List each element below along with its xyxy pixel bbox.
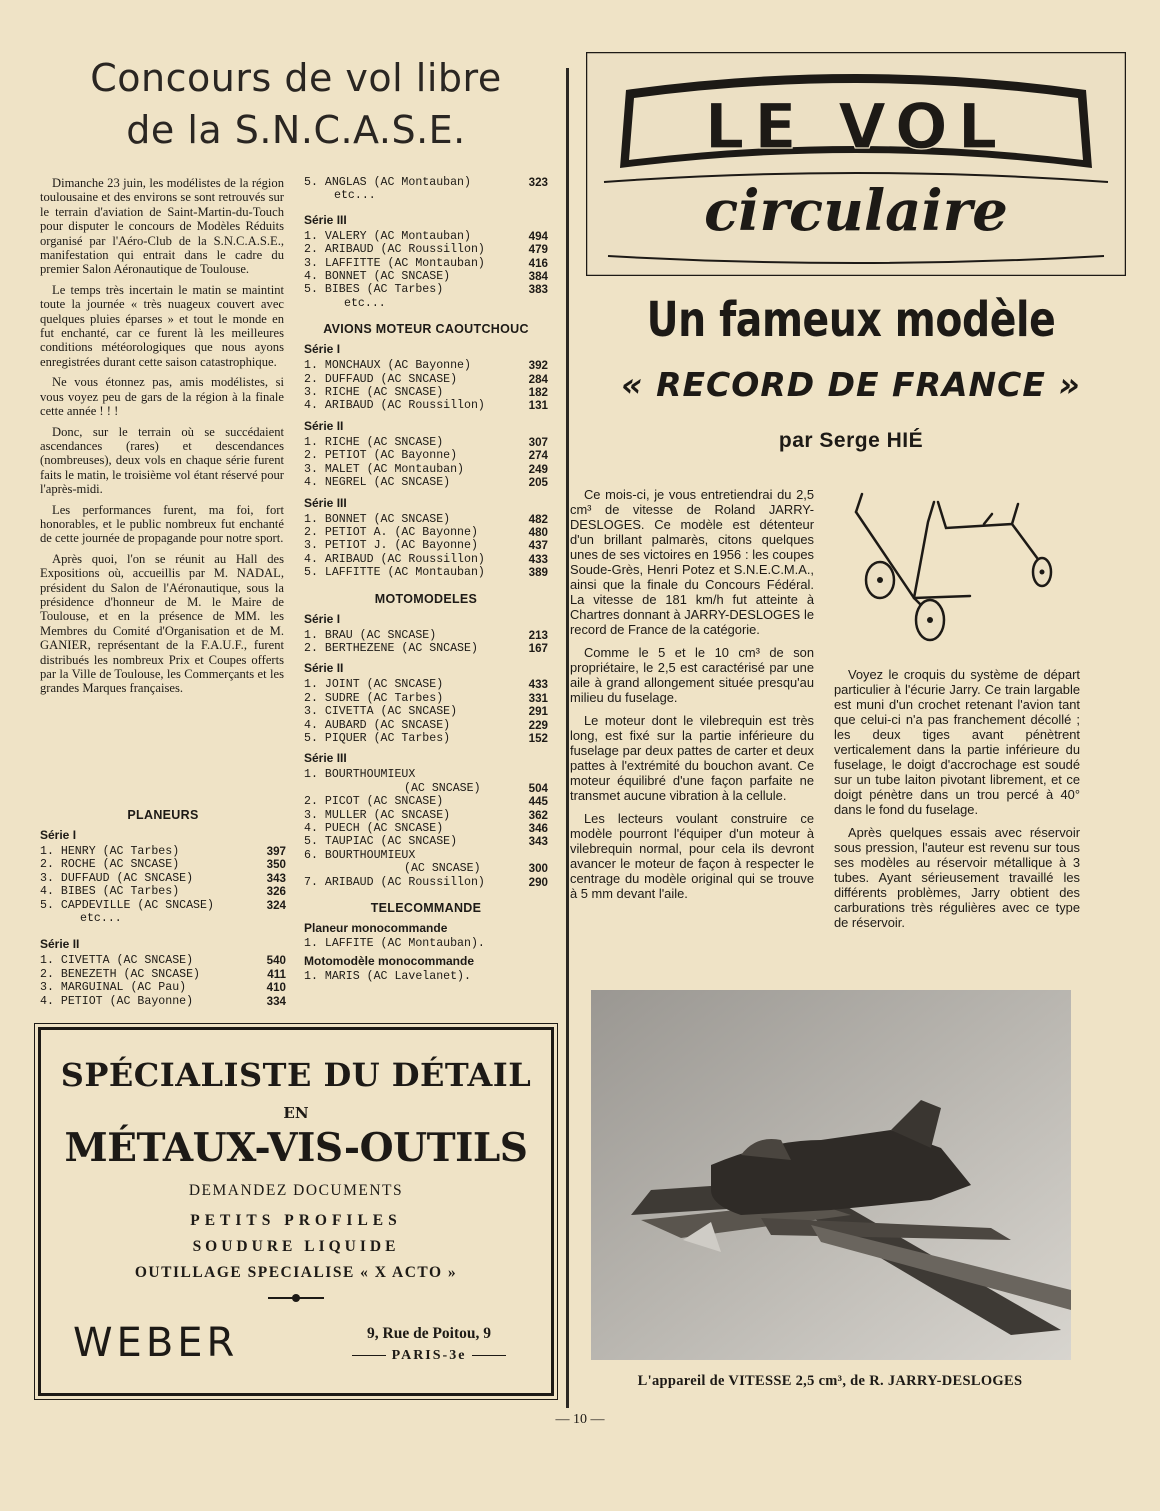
article-paragraph: Ce mois-ci, je vous entretiendrai du 2,5 cm³ de vitesse de Roland JARRY-DESLOGES. Ce modèle est détenteur d'un brillant palmarès, citons quelques unes de ses victoires en 1956 : les coupes Soude-Grès, Henri Potez et S.N.E.C.M.A., ainsi que la finale du Concours Fédéral. La vitesse de 181 km/h fut atteinte à Chartres donnant à JARRY-DESLOGES le record de France de la catégorie. — [570, 487, 814, 637]
results-column — [304, 176, 548, 984]
article-title — [36, 52, 556, 156]
intro-paragraph: Dimanche 23 juin, les modélistes de la région toulousaine et des environs se sont retrouvés sur le terrain d'aviation de Saint-Martin-du-Touch pour disputer le concours de Modèles Réduits organisé par l'Aéro-Club de la S.N.C.A.S.E., manifestation qui entrait dans le cadre du premier Salon Aéronautique de Toulouse. — [40, 176, 284, 277]
result-row: 1. MARIS (AC Lavelanet). — [304, 970, 471, 984]
result-row: 3. MALET (AC Montauban) 249 — [304, 462, 548, 476]
result-row: 3. PETIOT J. (AC Bayonne) 437 — [304, 539, 548, 553]
article-paragraph: Après quelques essais avec réservoir sous pression, l'auteur est revenu sur tous ses modèles au réservoir métallique à 3 tubes. Ayant sérieusement travaillé les différents problèmes, Jarry obtient des carburations très régulières avec ce type de réservoir. — [834, 825, 1080, 930]
result-row: 2. ROCHE (AC SNCASE) 350 — [40, 858, 286, 872]
result-row: 5. LAFFITTE (AC Montauban) 389 — [304, 566, 548, 580]
article-paragraph: Voyez le croquis du système de départ particulier à l'écurie Jarry. Ce train largable est muni d'un crochet retenant l'avion tant que celui-ci n'a pas franchement décollé ; les deux tiges avant pénètrent verticalement dans la partie inférieure du fuselage, le doigt d'accrochage est soudé sur un tube laiton pivotant librement, et ce doigt pénètre dans un trou percé à 40° dans le fond du fuselage. — [834, 667, 1080, 817]
result-row: 1. RICHE (AC SNCASE) 307 — [304, 435, 548, 449]
serie-label: Série II — [304, 661, 344, 676]
article-paragraph: Le moteur dont le vilebrequin est très long, est fixé sur la partie inférieure du fuselage par deux pattes de carter et deux pattes à l'extrémité du bouchon avant. Ce moteur équilibré d'une façon parfaite ne transmet aucune vibration à la cellule. — [570, 713, 814, 803]
aircraft-photo — [591, 990, 1071, 1360]
result-row: 4. PUECH (AC SNCASE) 346 — [304, 822, 548, 835]
ad-item: OUTILLAGE SPECIALISE « X ACTO » — [134, 1264, 458, 1281]
subheading: Planeur monocommande — [304, 921, 448, 936]
result-row: 4. NEGREL (AC SNCASE) 205 — [304, 476, 548, 490]
result-row: 2. BENEZETH (AC SNCASE) 411 — [40, 967, 286, 981]
intro-paragraph: Après quoi, l'on se réunit au Hall des Expositions où, accueillis par M. NADAL, président du Salon de l'Aéronautique, sous la présidence d'honneur de M. le Maire de Toulouse, et en la présence de MM. les Membres du Comité d'Organisation et de M. GANIER, représentant de la F.A.U.F., furent distribués les nombreux Prix et Coupes offerts par la Ville de Toulouse, les Commerçants et les grandes Marques françaises. — [40, 551, 284, 696]
ad-address: 9, Rue de Poitou, 9 — [367, 1325, 491, 1342]
ad-product-line: MÉTAUX-VIS-OUTILS — [64, 1125, 528, 1171]
result-row: 1. JOINT (AC SNCASE) 433 — [304, 678, 548, 692]
result-row: 6. BOURTHOUMIEUX — [304, 848, 416, 862]
result-row: 4. PETIOT (AC Bayonne) 334 — [40, 994, 286, 1008]
page-number: — 10 — — [555, 1412, 605, 1427]
result-row: (AC SNCASE) 300 — [404, 862, 548, 876]
result-row: 4. ARIBAUD (AC Roussillon) 131 — [304, 399, 548, 413]
ornament-divider — [266, 1292, 326, 1304]
serie-label: Série II — [40, 937, 80, 952]
intro-paragraph: Les performances furent, ma foi, fort honorables, et le public nombreux fut enchanté de cette journée de propagande pour notre sport. — [40, 502, 284, 546]
result-row: 2. SUDRE (AC Tarbes) 331 — [304, 691, 548, 705]
ad-brand: WEBER — [73, 1320, 239, 1366]
result-row: 5. PIQUER (AC Tarbes) 152 — [304, 731, 548, 745]
banner-title: LE VOL — [704, 90, 1008, 163]
results-list — [40, 954, 286, 1008]
ad-connector: EN — [283, 1104, 309, 1122]
etc-text: etc... — [344, 296, 386, 310]
subheading: Motomodèle monocommande — [304, 954, 475, 969]
result-row: 3. MARGUINAL (AC Pau) 410 — [40, 981, 286, 995]
le-vol-circulaire-banner — [586, 52, 1126, 276]
etc-text: etc... — [334, 189, 376, 203]
result-row: 3. DUFFAUD (AC SNCASE) 343 — [40, 871, 286, 885]
serie-label: Série I — [304, 611, 341, 626]
right-article-title: Un fameux modèle — [646, 292, 1056, 348]
result-row: 2. ARIBAUD (AC Roussillon) 479 — [304, 243, 548, 257]
result-row: 3. CIVETTA (AC SNCASE) 291 — [304, 705, 548, 719]
serie-label: Série III — [304, 751, 347, 766]
section-heading: MOTOMODELES — [374, 591, 478, 606]
serie-label: Série II — [304, 418, 344, 433]
result-row: 4. AUBARD (AC SNCASE) 229 — [304, 718, 548, 732]
landing-gear-sketch — [834, 488, 1074, 658]
ad-city: PARIS-3e — [329, 1348, 529, 1364]
article-paragraph: Comme le 5 et le 10 cm³ de son propriétaire, le 2,5 est caractérisé par une aile à grand allongement située presqu'au milieu du fuselage. — [570, 645, 814, 705]
result-row: 4. BONNET (AC SNCASE) 384 — [304, 270, 548, 284]
ad-item: PETITS PROFILES — [190, 1212, 402, 1229]
result-row: 2. PETIOT A. (AC Bayonne) 480 — [304, 525, 548, 539]
result-row: 1. BRAU (AC SNCASE) 213 — [304, 628, 548, 642]
title-line-1: Concours de vol libre — [90, 56, 502, 100]
result-row: 4. ARIBAUD (AC Roussillon) 433 — [304, 552, 548, 566]
section-heading: PLANEURS — [127, 808, 199, 822]
ad-item: SOUDURE LIQUIDE — [192, 1238, 400, 1255]
article-column-1 — [570, 487, 814, 909]
title-line-2: de la S.N.C.A.S.E. — [126, 108, 466, 152]
result-row: 1. VALERY (AC Montauban) 494 — [304, 229, 548, 243]
byline: par Serge HIÉ — [778, 429, 924, 452]
section-heading: AVIONS MOTEUR CAOUTCHOUC — [323, 322, 529, 337]
result-row: 5. TAUPIAC (AC SNCASE) 343 — [304, 835, 548, 849]
intro-paragraph: Ne vous étonnez pas, amis modélistes, si vous voyez peu de gars de la région à la finale cette année ! ! ! — [40, 375, 284, 419]
right-article-subtitle: « RECORD DE FRANCE » — [621, 365, 1081, 404]
intro-paragraph: Donc, sur le terrain où se succédaient ascendances (rares) et descendances (nombreuses), deux vols en chaque série furent faits le matin, le troisième vol étant réservé pour l'après-midi. — [40, 424, 284, 497]
results-list — [40, 845, 286, 925]
photo-caption: L'appareil de VITESSE 2,5 cm³, de R. JARRY-DESLOGES — [637, 1373, 1023, 1389]
ad-headline: SPÉCIALISTE DU DÉTAIL — [60, 1056, 532, 1094]
result-row: 3. MULLER (AC SNCASE) 362 — [304, 808, 548, 822]
article-paragraph: Les lecteurs voulant construire ce modèle pourront l'équiper d'un moteur à vilebrequin normal, pour cela ils devront avancer le moteur de façon à respecter le centrage du modèle original qui se trouve à 5 mm devant l'aile. — [570, 811, 814, 901]
result-row: 1. BOURTHOUMIEUX — [304, 768, 416, 782]
result-row: 1. BONNET (AC SNCASE) 482 — [304, 512, 548, 526]
article-column-2 — [834, 667, 1080, 938]
result-row: 3. LAFFITTE (AC Montauban) 416 — [304, 256, 548, 270]
result-row: 1. MONCHAUX (AC Bayonne) 392 — [304, 359, 548, 373]
serie-label: Série III — [304, 495, 347, 510]
result-row: 2. PETIOT (AC Bayonne) 274 — [304, 449, 548, 463]
serie-label: Série III — [304, 212, 347, 227]
column-divider — [566, 68, 569, 1408]
result-row: (AC SNCASE) 504 — [404, 781, 548, 795]
etc-text: etc... — [80, 912, 122, 926]
result-row: 1. HENRY (AC Tarbes) 397 — [40, 845, 286, 858]
section-heading: TELECOMMANDE — [370, 901, 482, 916]
result-row: 5. ANGLAS (AC Montauban) 323 — [304, 176, 548, 189]
weber-advertisement — [38, 1027, 554, 1396]
result-row: 2. PICOT (AC SNCASE) 445 — [304, 795, 548, 809]
result-row: 2. BERTHEZENE (AC SNCASE) 167 — [304, 641, 548, 655]
result-row: 1. LAFFITE (AC Montauban). — [304, 937, 485, 951]
result-row: 5. CAPDEVILLE (AC SNCASE) 324 — [40, 898, 286, 912]
ad-tagline: DEMANDEZ DOCUMENTS — [188, 1182, 404, 1199]
result-row: 1. CIVETTA (AC SNCASE) 540 — [40, 954, 286, 968]
result-row: 4. BIBES (AC Tarbes) 326 — [40, 885, 286, 899]
planeurs-results — [40, 798, 286, 1008]
result-row: 2. DUFFAUD (AC SNCASE) 284 — [304, 372, 548, 386]
intro-column — [40, 176, 284, 702]
banner-script: circulaire — [704, 178, 1008, 244]
serie-label: Série I — [40, 828, 77, 842]
result-row: 3. RICHE (AC SNCASE) 182 — [304, 386, 548, 400]
serie-label: Série I — [304, 342, 341, 357]
intro-paragraph: Le temps très incertain le matin se maintint toute la journée « très nuageux couvert avec quelques pluies éparses » et tout le monde en fut enchanté, car ce furent là les meilleures conditions météorologiques que nous ayons enregistrées durant cette saison catastrophique. — [40, 282, 284, 369]
result-row: 5. BIBES (AC Tarbes) 383 — [304, 283, 548, 297]
result-row: 7. ARIBAUD (AC Roussillon) 290 — [304, 875, 548, 889]
